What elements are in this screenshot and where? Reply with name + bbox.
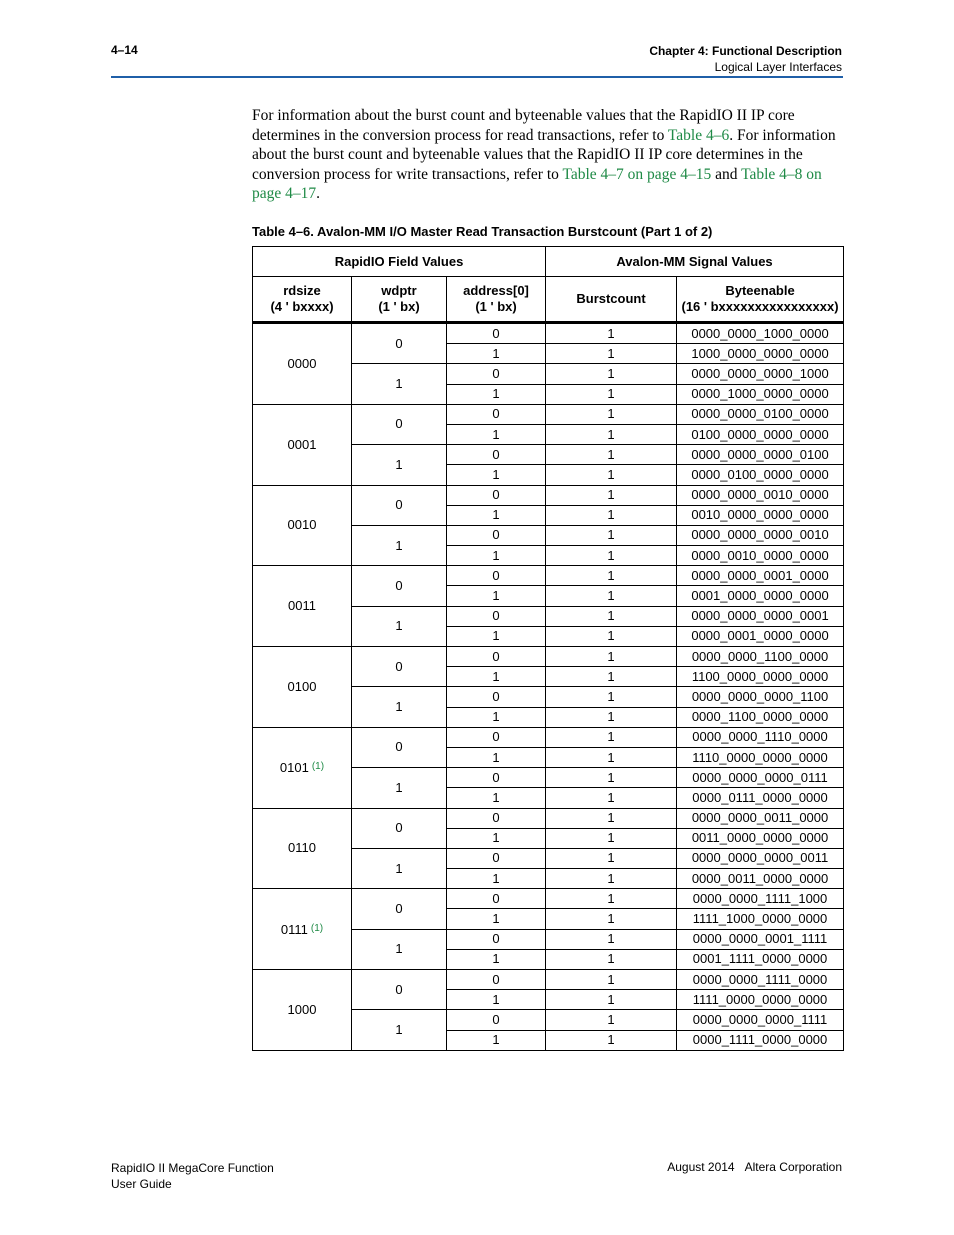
cell-burstcount: 1 bbox=[546, 546, 677, 566]
col-header-address: address[0] (1 ' bx) bbox=[447, 277, 546, 323]
cell-byteenable: 0000_0011_0000_0000 bbox=[677, 869, 844, 889]
cell-byteenable: 0000_0000_1100_0000 bbox=[677, 647, 844, 667]
cell-byteenable: 0000_0000_0001_1111 bbox=[677, 929, 844, 949]
cell-rdsize: 0100 bbox=[253, 647, 352, 728]
cell-address: 1 bbox=[447, 344, 546, 364]
cell-address: 1 bbox=[447, 1030, 546, 1050]
cell-address: 1 bbox=[447, 505, 546, 525]
cell-wdptr: 1 bbox=[352, 768, 447, 808]
cell-wdptr: 0 bbox=[352, 970, 447, 1010]
cell-address: 1 bbox=[447, 909, 546, 929]
cell-burstcount: 1 bbox=[546, 505, 677, 525]
col-header-wdptr: wdptr (1 ' bx) bbox=[352, 277, 447, 323]
cell-address: 1 bbox=[447, 828, 546, 848]
cell-byteenable: 0000_0000_1111_0000 bbox=[677, 970, 844, 990]
cell-burstcount: 1 bbox=[546, 727, 677, 747]
cell-address: 0 bbox=[447, 727, 546, 747]
cell-byteenable: 0000_0000_0000_0001 bbox=[677, 606, 844, 626]
cell-burstcount: 1 bbox=[546, 364, 677, 384]
cell-burstcount: 1 bbox=[546, 788, 677, 808]
cell-byteenable: 0000_1000_0000_0000 bbox=[677, 384, 844, 404]
cell-burstcount: 1 bbox=[546, 647, 677, 667]
cell-byteenable: 0000_0100_0000_0000 bbox=[677, 465, 844, 485]
cell-wdptr: 1 bbox=[352, 848, 447, 888]
cell-address: 1 bbox=[447, 546, 546, 566]
footer-left bbox=[111, 1160, 274, 1192]
cell-address: 1 bbox=[447, 990, 546, 1010]
cell-byteenable: 0000_0000_0000_0011 bbox=[677, 848, 844, 868]
cell-rdsize: 0001 bbox=[253, 404, 352, 485]
table-row bbox=[253, 566, 844, 586]
header-rule bbox=[111, 76, 843, 78]
cell-burstcount: 1 bbox=[546, 848, 677, 868]
intro-text-2: . For information about the burst count and byteenable values that the RapidIO II IP core determines in the conversion process for write transactions, refer to bbox=[252, 126, 836, 183]
cell-byteenable: 0000_0000_0000_1000 bbox=[677, 364, 844, 384]
cell-address: 1 bbox=[447, 949, 546, 969]
cell-wdptr: 1 bbox=[352, 687, 447, 727]
cell-burstcount: 1 bbox=[546, 445, 677, 465]
cell-address: 0 bbox=[447, 525, 546, 545]
cell-burstcount: 1 bbox=[546, 808, 677, 828]
cell-address: 0 bbox=[447, 768, 546, 788]
cell-address: 0 bbox=[447, 606, 546, 626]
cell-burstcount: 1 bbox=[546, 384, 677, 404]
cell-wdptr: 1 bbox=[352, 1010, 447, 1050]
footer-date: August 2014 bbox=[667, 1160, 735, 1174]
cell-byteenable: 0000_1111_0000_0000 bbox=[677, 1030, 844, 1050]
cell-address: 1 bbox=[447, 586, 546, 606]
cell-byteenable: 0000_0000_0011_0000 bbox=[677, 808, 844, 828]
table-row bbox=[253, 727, 844, 747]
cell-burstcount: 1 bbox=[546, 465, 677, 485]
cell-address: 1 bbox=[447, 788, 546, 808]
burstcount-table bbox=[252, 246, 844, 1051]
link-table-4-8[interactable]: Table 4–8 on page 4–17 bbox=[252, 165, 822, 202]
cell-burstcount: 1 bbox=[546, 747, 677, 767]
cell-burstcount: 1 bbox=[546, 990, 677, 1010]
cell-byteenable: 0100_0000_0000_0000 bbox=[677, 424, 844, 444]
cell-burstcount: 1 bbox=[546, 828, 677, 848]
cell-byteenable: 0000_0000_0000_0010 bbox=[677, 525, 844, 545]
cell-burstcount: 1 bbox=[546, 768, 677, 788]
cell-burstcount: 1 bbox=[546, 909, 677, 929]
cell-wdptr: 1 bbox=[352, 364, 447, 404]
table-row bbox=[253, 970, 844, 990]
footer-doc: User Guide bbox=[111, 1177, 172, 1191]
cell-byteenable: 1000_0000_0000_0000 bbox=[677, 344, 844, 364]
cell-burstcount: 1 bbox=[546, 667, 677, 687]
cell-rdsize: 0110 bbox=[253, 808, 352, 889]
rapidio-group-header: RapidIO Field Values bbox=[253, 247, 546, 277]
cell-byteenable: 0000_1100_0000_0000 bbox=[677, 707, 844, 727]
cell-wdptr: 0 bbox=[352, 647, 447, 687]
cell-byteenable: 0000_0000_0000_0111 bbox=[677, 768, 844, 788]
table-row bbox=[253, 647, 844, 667]
cell-address: 1 bbox=[447, 707, 546, 727]
intro-paragraph bbox=[252, 106, 847, 204]
cell-rdsize: 0011 bbox=[253, 566, 352, 647]
cell-burstcount: 1 bbox=[546, 566, 677, 586]
cell-burstcount: 1 bbox=[546, 485, 677, 505]
cell-wdptr: 0 bbox=[352, 485, 447, 525]
cell-byteenable: 0000_0000_0100_0000 bbox=[677, 404, 844, 424]
footer-product: RapidIO II MegaCore Function bbox=[111, 1161, 274, 1175]
cell-byteenable: 0000_0000_1110_0000 bbox=[677, 727, 844, 747]
cell-byteenable: 0000_0000_0000_1100 bbox=[677, 687, 844, 707]
cell-burstcount: 1 bbox=[546, 949, 677, 969]
cell-byteenable: 1110_0000_0000_0000 bbox=[677, 747, 844, 767]
cell-address: 0 bbox=[447, 848, 546, 868]
cell-wdptr: 0 bbox=[352, 808, 447, 848]
cell-wdptr: 1 bbox=[352, 525, 447, 565]
cell-address: 1 bbox=[447, 747, 546, 767]
cell-address: 0 bbox=[447, 808, 546, 828]
cell-address: 0 bbox=[447, 566, 546, 586]
cell-byteenable: 0010_0000_0000_0000 bbox=[677, 505, 844, 525]
column-header-row bbox=[253, 277, 844, 323]
cell-wdptr: 0 bbox=[352, 323, 447, 364]
cell-wdptr: 1 bbox=[352, 606, 447, 646]
cell-wdptr: 0 bbox=[352, 889, 447, 929]
cell-byteenable: 0000_0111_0000_0000 bbox=[677, 788, 844, 808]
cell-wdptr: 0 bbox=[352, 566, 447, 606]
running-header bbox=[649, 43, 842, 75]
table-row bbox=[253, 404, 844, 424]
cell-burstcount: 1 bbox=[546, 586, 677, 606]
cell-address: 0 bbox=[447, 364, 546, 384]
table-body bbox=[253, 323, 844, 1051]
cell-byteenable: 0000_0000_0000_1111 bbox=[677, 1010, 844, 1030]
cell-burstcount: 1 bbox=[546, 344, 677, 364]
cell-burstcount: 1 bbox=[546, 424, 677, 444]
table-row bbox=[253, 889, 844, 909]
cell-byteenable: 1111_0000_0000_0000 bbox=[677, 990, 844, 1010]
footer-right bbox=[667, 1160, 842, 1174]
cell-rdsize: 0000 bbox=[253, 323, 352, 405]
cell-burstcount: 1 bbox=[546, 1010, 677, 1030]
cell-byteenable: 0000_0000_0010_0000 bbox=[677, 485, 844, 505]
intro-text-3: and bbox=[711, 165, 742, 183]
cell-byteenable: 0000_0001_0000_0000 bbox=[677, 626, 844, 646]
section-title: Logical Layer Interfaces bbox=[714, 60, 842, 74]
cell-wdptr: 1 bbox=[352, 929, 447, 969]
cell-address: 1 bbox=[447, 626, 546, 646]
cell-rdsize: 0101 $^{(1)}$ bbox=[253, 727, 352, 808]
link-table-4-6[interactable]: Table 4–6 bbox=[667, 126, 730, 144]
cell-byteenable: 0000_0000_1111_1000 bbox=[677, 889, 844, 909]
cell-byteenable: 0000_0010_0000_0000 bbox=[677, 546, 844, 566]
table-row bbox=[253, 808, 844, 828]
cell-address: 0 bbox=[447, 970, 546, 990]
cell-address: 0 bbox=[447, 647, 546, 667]
page-number: 4–14 bbox=[111, 43, 138, 57]
col-header-burstcount: Burstcount bbox=[546, 277, 677, 323]
cell-address: 0 bbox=[447, 889, 546, 909]
cell-burstcount: 1 bbox=[546, 606, 677, 626]
footnote-link[interactable]: (1) bbox=[311, 761, 325, 773]
cell-address: 0 bbox=[447, 1010, 546, 1030]
cell-burstcount: 1 bbox=[546, 404, 677, 424]
cell-address: 0 bbox=[447, 687, 546, 707]
cell-address: 1 bbox=[447, 384, 546, 404]
cell-burstcount: 1 bbox=[546, 323, 677, 344]
table-row bbox=[253, 485, 844, 505]
cell-wdptr: 1 bbox=[352, 445, 447, 485]
cell-byteenable: 0001_0000_0000_0000 bbox=[677, 586, 844, 606]
cell-burstcount: 1 bbox=[546, 869, 677, 889]
cell-rdsize: 1000 bbox=[253, 970, 352, 1051]
cell-address: 0 bbox=[447, 323, 546, 344]
table-row bbox=[253, 323, 844, 344]
cell-byteenable: 0001_1111_0000_0000 bbox=[677, 949, 844, 969]
cell-address: 1 bbox=[447, 869, 546, 889]
footnote-link[interactable]: (1) bbox=[310, 922, 324, 934]
cell-burstcount: 1 bbox=[546, 889, 677, 909]
cell-byteenable: 1111_1000_0000_0000 bbox=[677, 909, 844, 929]
cell-burstcount: 1 bbox=[546, 707, 677, 727]
cell-address: 0 bbox=[447, 404, 546, 424]
table-caption: Table 4–6. Avalon-MM I/O Master Read Transaction Burstcount (Part 1 of 2) bbox=[252, 224, 713, 239]
link-table-4-7[interactable]: Table 4–7 on page 4–15 bbox=[562, 165, 712, 183]
cell-burstcount: 1 bbox=[546, 929, 677, 949]
cell-rdsize: 0111 $^{(1)}$ bbox=[253, 889, 352, 970]
cell-rdsize: 0010 bbox=[253, 485, 352, 566]
cell-byteenable: 0000_0000_0001_0000 bbox=[677, 566, 844, 586]
cell-address: 0 bbox=[447, 445, 546, 465]
cell-address: 1 bbox=[447, 465, 546, 485]
cell-byteenable: 0011_0000_0000_0000 bbox=[677, 828, 844, 848]
cell-burstcount: 1 bbox=[546, 970, 677, 990]
cell-address: 0 bbox=[447, 929, 546, 949]
cell-wdptr: 0 bbox=[352, 727, 447, 767]
col-header-rdsize: rdsize (4 ' bxxxx) bbox=[253, 277, 352, 323]
intro-text-1: For information about the burst count and byteenable values that the RapidIO II IP core determines in the conversion process for read transactions, refer to bbox=[252, 107, 795, 144]
group-header-row bbox=[253, 247, 844, 277]
cell-burstcount: 1 bbox=[546, 687, 677, 707]
col-header-byteenable: Byteenable (16 ' bxxxxxxxxxxxxxxxx) bbox=[677, 277, 844, 323]
cell-byteenable: 0000_0000_0000_0100 bbox=[677, 445, 844, 465]
cell-byteenable: 1100_0000_0000_0000 bbox=[677, 667, 844, 687]
cell-address: 1 bbox=[447, 667, 546, 687]
cell-burstcount: 1 bbox=[546, 626, 677, 646]
avalon-group-header: Avalon-MM Signal Values bbox=[546, 247, 844, 277]
intro-text-4: . bbox=[316, 185, 321, 202]
cell-wdptr: 0 bbox=[352, 404, 447, 444]
cell-burstcount: 1 bbox=[546, 1030, 677, 1050]
footer-company: Altera Corporation bbox=[744, 1160, 842, 1174]
cell-address: 1 bbox=[447, 424, 546, 444]
cell-address: 0 bbox=[447, 485, 546, 505]
chapter-title: Chapter 4: Functional Description bbox=[649, 44, 842, 58]
cell-burstcount: 1 bbox=[546, 525, 677, 545]
cell-byteenable: 0000_0000_1000_0000 bbox=[677, 323, 844, 344]
